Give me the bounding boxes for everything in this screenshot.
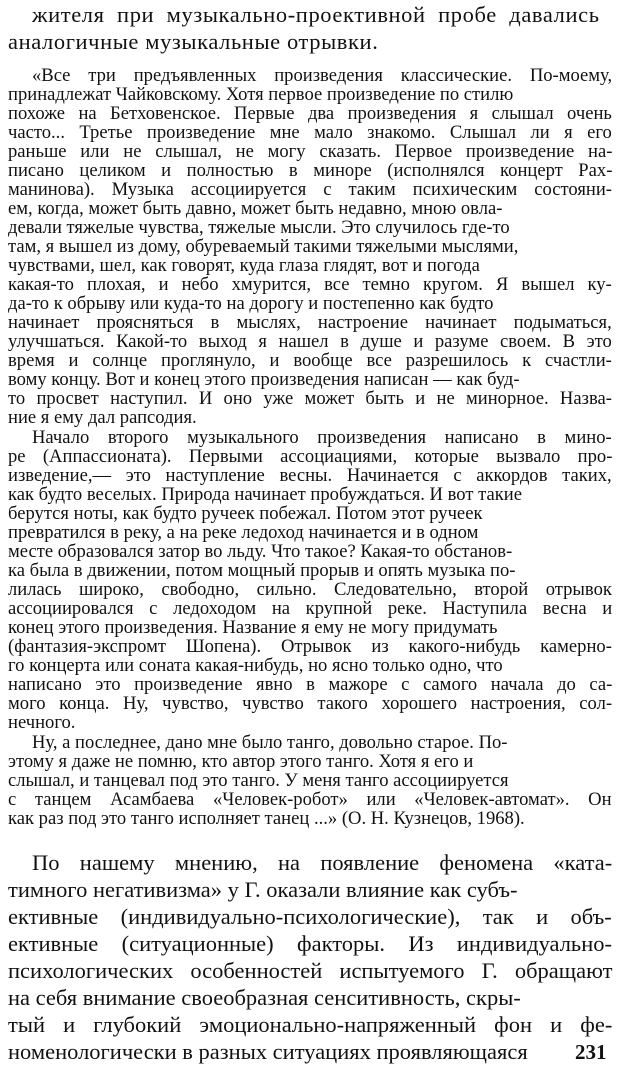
quote-line: вому концу. Вот и конец этого произведения написан — как буд- <box>8 369 520 390</box>
quote-line: «Все три предъявленных произведения классические. По-моему, <box>32 65 613 86</box>
quote-line: берутся ноты, как будто ручеек побежал. Потом этот ручеек <box>8 503 483 524</box>
intro-line: аналогичные музыкальные отрывки. <box>8 29 379 54</box>
quote-line: улучшаться. Какой-то выход я нашел в душе и разуме своем. В это <box>8 331 612 352</box>
outro-line: тимного негативизма» у Г. оказали влияние как субъ- <box>8 877 518 902</box>
outro-line: психологических особенностей испытуемого Г. обращают <box>8 958 613 983</box>
quote-line: этому я даже не помню, кто автор этого танго. Хотя я его и <box>8 751 474 772</box>
quote-line: с танцем Асамбаева «Человек-робот» или «Человек-автомат». Он <box>8 789 612 810</box>
quote-line: чувствами, шел, как говорят, куда глаза глядят, вот и погода <box>8 255 480 276</box>
quote-line: ассоциировался с ледоходом на крупной реке. Наступила весна и <box>8 598 613 619</box>
quote-line: начинает проясняться в мыслях, настроение начинает подыматься, <box>8 312 612 333</box>
quote-line: время и солнце проглянуло, и вообще все разрешилось к счастли- <box>8 350 612 371</box>
quote-line: там, я вышел из дому, обуреваемый такими тяжелыми мыслями, <box>8 236 519 257</box>
quote-line: девали тяжелые чувства, тяжелые мысли. Это случилось где-то <box>8 217 510 238</box>
quote-line: месте образовался затор во льду. Что такое? Какая-то обстанов- <box>8 541 513 562</box>
outro-line: По нашему мнению, на появление феномена «ката- <box>32 850 613 875</box>
quote-line: как будто веселых. Природа начинает пробуждаться. И вот такие <box>8 484 522 505</box>
quote-line: ние я ему дал рапсодия. <box>8 407 197 428</box>
outro-line: номенологически в разных ситуациях проявляющаяся <box>8 1039 528 1064</box>
quote-line: го концерта или соната какая-нибудь, но ясно только одно, что <box>8 655 503 676</box>
quote-line: как раз под это танго исполняет танец ...» (О. Н. Кузнецов, 1968). <box>8 808 525 829</box>
quote-line: часто... Третье произведение мне мало знакомо. Слышал ли я его <box>8 122 612 143</box>
outro-line: на себя внимание своеобразная сенситивность, скры- <box>8 985 521 1010</box>
quote-line: какая-то плохая, и небо хмурится, все темно кругом. Я вышел ку- <box>8 274 612 295</box>
quote-line: да-то к обрыву или куда-то на дорогу и постепенно как будто <box>8 293 494 314</box>
quote-line: нечного. <box>8 712 76 733</box>
quote-line: писано целиком и полностью в миноре (исполнялся концерт Рах- <box>8 160 613 181</box>
outro-line: ективные (ситуационные) факторы. Из индивидуально- <box>8 931 612 956</box>
quote-line: слышал, и танцевал под это танго. У меня танго ассоциируется <box>8 770 509 791</box>
quote-line: ре (Аппассионата). Первыми ассоциациями, которые вызвало про- <box>8 446 613 467</box>
quote-line: написано это произведение явно в мажоре с самого начала до са- <box>8 674 613 695</box>
quote-line: конец этого произведения. Название я ему не могу придумать <box>8 617 498 638</box>
quote-line: лилась широко, свободно, сильно. Следовательно, второй отрывок <box>8 579 612 600</box>
quote-line: манинова). Музыка ассоциируется с таким психическим состояни- <box>8 179 612 200</box>
page-number: 231 <box>575 1040 607 1064</box>
quote-line: превратился в реку, а на реке ледоход начинается и в одном <box>8 522 479 543</box>
quote-line: изведение,— это наступление весны. Начинается с аккордов таких, <box>8 465 612 486</box>
quote-line: ка была в движении, потом мощный прорыв и опять музыка по- <box>8 560 516 581</box>
outro-line: тый и глубокий эмоционально-напряженный фон и фе- <box>8 1012 613 1037</box>
quote-line: то просвет наступил. И оно уже может быть и не минорное. Назва- <box>8 388 612 409</box>
intro-line: жителя при музыкально-проективной пробе давались <box>32 2 600 27</box>
quote-line: Ну, а последнее, дано мне было танго, довольно старое. По- <box>32 732 508 753</box>
outro-line: ективные (индивидуально-психологические), так и объ- <box>8 904 612 929</box>
quote-line: мого конца. Ну, чувство, чувство такого хорошего настроения, сол- <box>8 693 613 714</box>
quote-line: похоже на Бетховенское. Первые два произведения я слышал очень <box>8 103 612 124</box>
quote-line: ем, когда, может быть давно, может быть недавно, мною овла- <box>8 198 503 219</box>
quote-line: принадлежат Чайковскому. Хотя первое произведение по стилю <box>8 84 514 105</box>
quote-line: (фантазия-экспромт Шопена). Отрывок из какого-нибудь камерно- <box>8 636 612 657</box>
quote-line: Начало второго музыкального произведения написано в мино- <box>32 427 612 448</box>
quote-line: раньше или не слышал, не могу сказать. Первое произведение на- <box>8 141 613 162</box>
